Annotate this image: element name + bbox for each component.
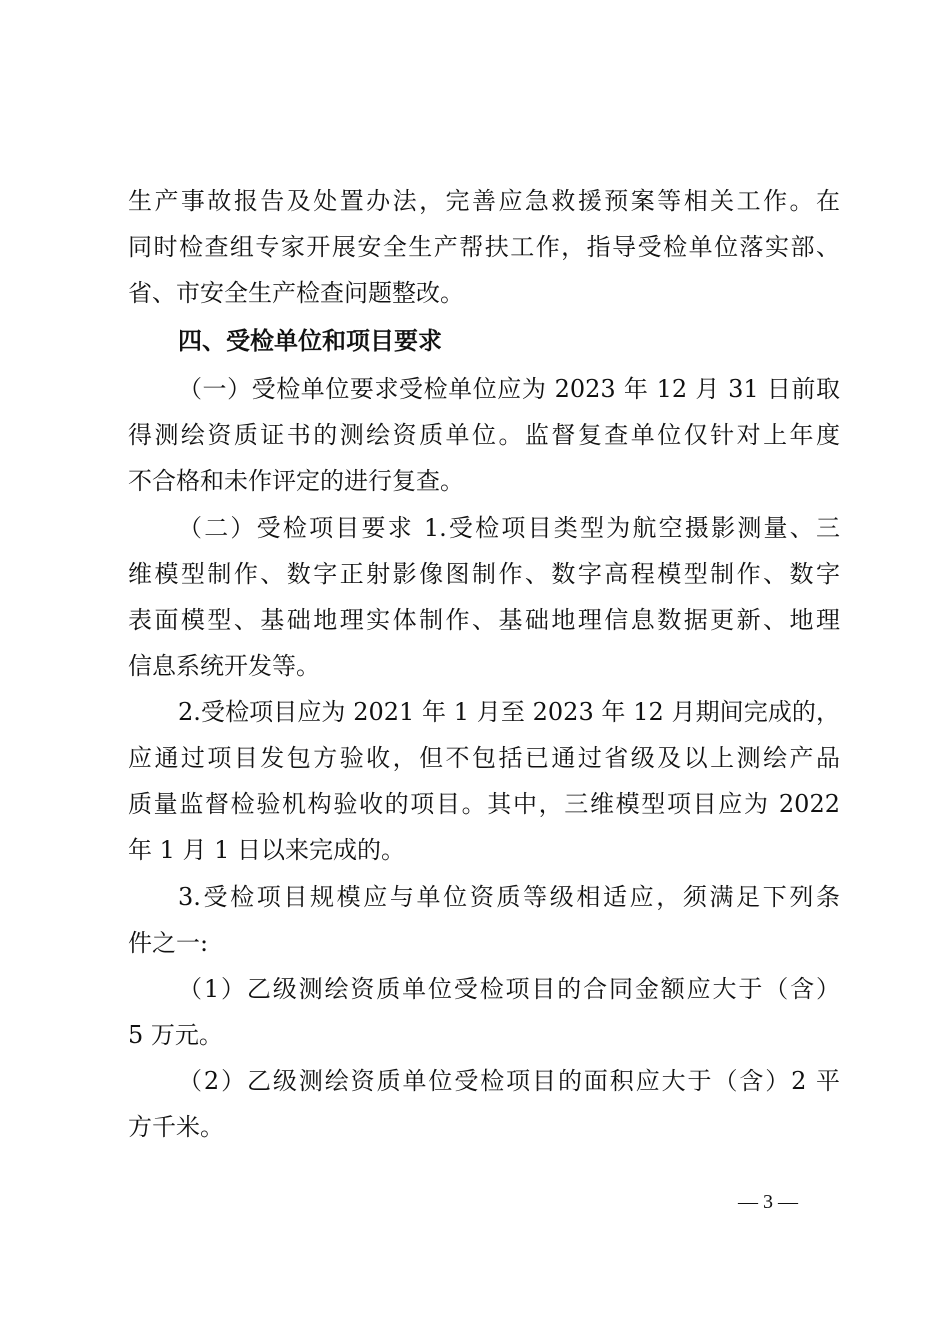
page-number: — 3 — xyxy=(738,1191,798,1213)
paragraph-line: 同时检查组专家开展安全生产帮扶工作，指导受检单位落实部、 xyxy=(128,233,840,261)
section-heading: 四、受检单位和项目要求 xyxy=(178,326,442,355)
paragraph-line: 省、市安全生产检查问题整改。 xyxy=(128,279,464,307)
paragraph-line: （2）乙级测绘资质单位受检项目的面积应大于（含）2 平 xyxy=(178,1067,840,1095)
paragraph-line: （1）乙级测绘资质单位受检项目的合同金额应大于（含） xyxy=(178,975,840,1003)
paragraph-line: 方千米。 xyxy=(128,1113,224,1141)
paragraph-line: （一）受检单位要求受检单位应为 2023 年 12 月 31 日前取 xyxy=(178,375,840,403)
paragraph-line: 应通过项目发包方验收，但不包括已通过省级及以上测绘产品 xyxy=(128,744,840,772)
paragraph-line: 质量监督检验机构验收的项目。其中，三维模型项目应为 2022 xyxy=(128,790,840,818)
paragraph-line: 表面模型、基础地理实体制作、基础地理信息数据更新、地理 xyxy=(128,606,840,634)
paragraph-line: 件之一: xyxy=(128,929,209,957)
paragraph-line: （二）受检项目要求 1.受检项目类型为航空摄影测量、三 xyxy=(178,514,840,542)
paragraph-line: 3.受检项目规模应与单位资质等级相适应，须满足下列条 xyxy=(178,883,840,911)
paragraph-line: 生产事故报告及处置办法，完善应急救援预案等相关工作。在 xyxy=(128,187,840,215)
paragraph-line: 不合格和未作评定的进行复查。 xyxy=(128,467,464,495)
paragraph-line: 2.受检项目应为 2021 年 1 月至 2023 年 12 月期间完成的， xyxy=(178,698,840,726)
paragraph-line: 信息系统开发等。 xyxy=(128,652,320,680)
paragraph-line: 5 万元。 xyxy=(128,1021,223,1049)
paragraph-line: 年 1 月 1 日以来完成的。 xyxy=(128,836,406,864)
paragraph-line: 得测绘资质证书的测绘资质单位。监督复查单位仅针对上年度 xyxy=(128,421,840,449)
paragraph-line: 维模型制作、数字正射影像图制作、数字高程模型制作、数字 xyxy=(128,560,840,588)
